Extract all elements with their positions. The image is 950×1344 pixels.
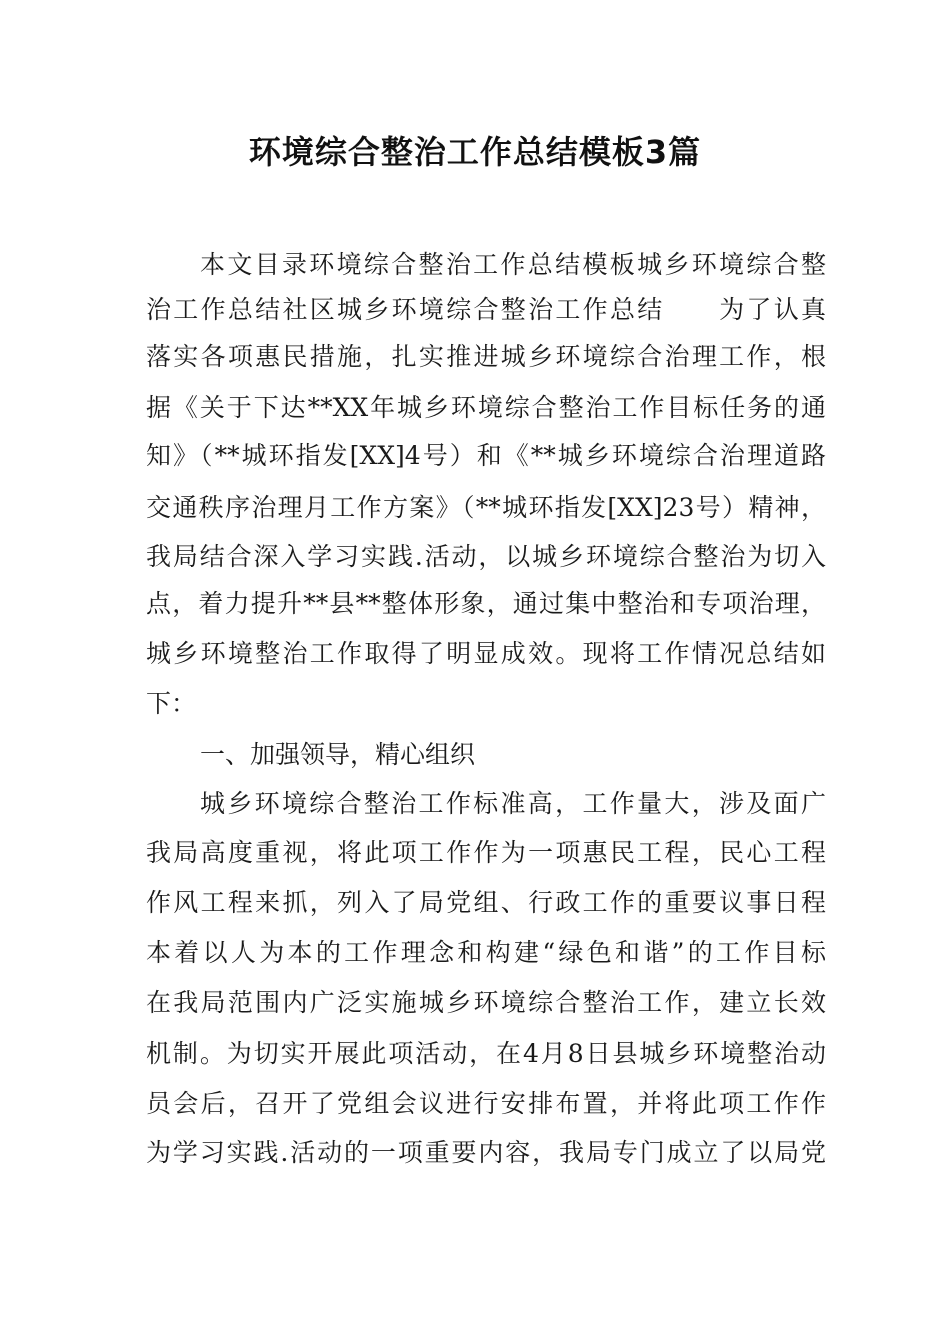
intro-line-5: 知》（**城环指发[XX]4号）和《**城乡环境综合治理道路 (146, 441, 826, 470)
intro-line-4: 据《关于下达**XX年城乡环境综合整治工作目标任务的通 (146, 393, 826, 422)
section-line-1: 城乡环境综合整治工作标准高，工作量大，涉及面广 (200, 789, 826, 818)
intro-line-1: 本文目录环境综合整治工作总结模板城乡环境综合整 (200, 250, 826, 279)
intro-line-3: 落实各项惠民措施，扎实推进城乡环境综合治理工作，根 (146, 342, 826, 371)
intro-line-6: 交通秩序治理月工作方案》（**城环指发[XX]23号）精神， (146, 493, 826, 522)
section-line-4: 本着以人为本的工作理念和构建“绿色和谐”的工作目标 (146, 938, 826, 967)
section-line-3: 作风工程来抓，列入了局党组、行政工作的重要议事日程 (146, 888, 826, 917)
intro-line-10: 下： (146, 689, 197, 718)
section-line-7: 员会后，召开了党组会议进行安排布置，并将此项工作作 (146, 1089, 826, 1118)
section-line-8: 为学习实践.活动的一项重要内容，我局专门成立了以局党 (146, 1138, 826, 1167)
section-line-2: 我局高度重视，将此项工作作为一项惠民工程，民心工程 (146, 838, 826, 867)
document-title: 环境综合整治工作总结模板3篇 (248, 133, 702, 171)
intro-line-9: 城乡环境整治工作取得了明显成效。现将工作情况总结如 (146, 639, 826, 668)
section-heading: 一、加强领导，精心组织 (200, 740, 476, 769)
intro-line-7: 我局结合深入学习实践.活动，以城乡环境综合整治为切入 (146, 542, 826, 571)
intro-line-2: 治工作总结社区城乡环境综合整治工作总结 为了认真 (146, 295, 826, 324)
section-line-6: 机制。为切实开展此项活动，在4月8日县城乡环境整治动 (146, 1039, 826, 1068)
section-line-5: 在我局范围内广泛实施城乡环境综合整治工作，建立长效 (146, 988, 826, 1017)
intro-line-8: 点，着力提升**县**整体形象，通过集中整治和专项治理， (146, 589, 826, 618)
